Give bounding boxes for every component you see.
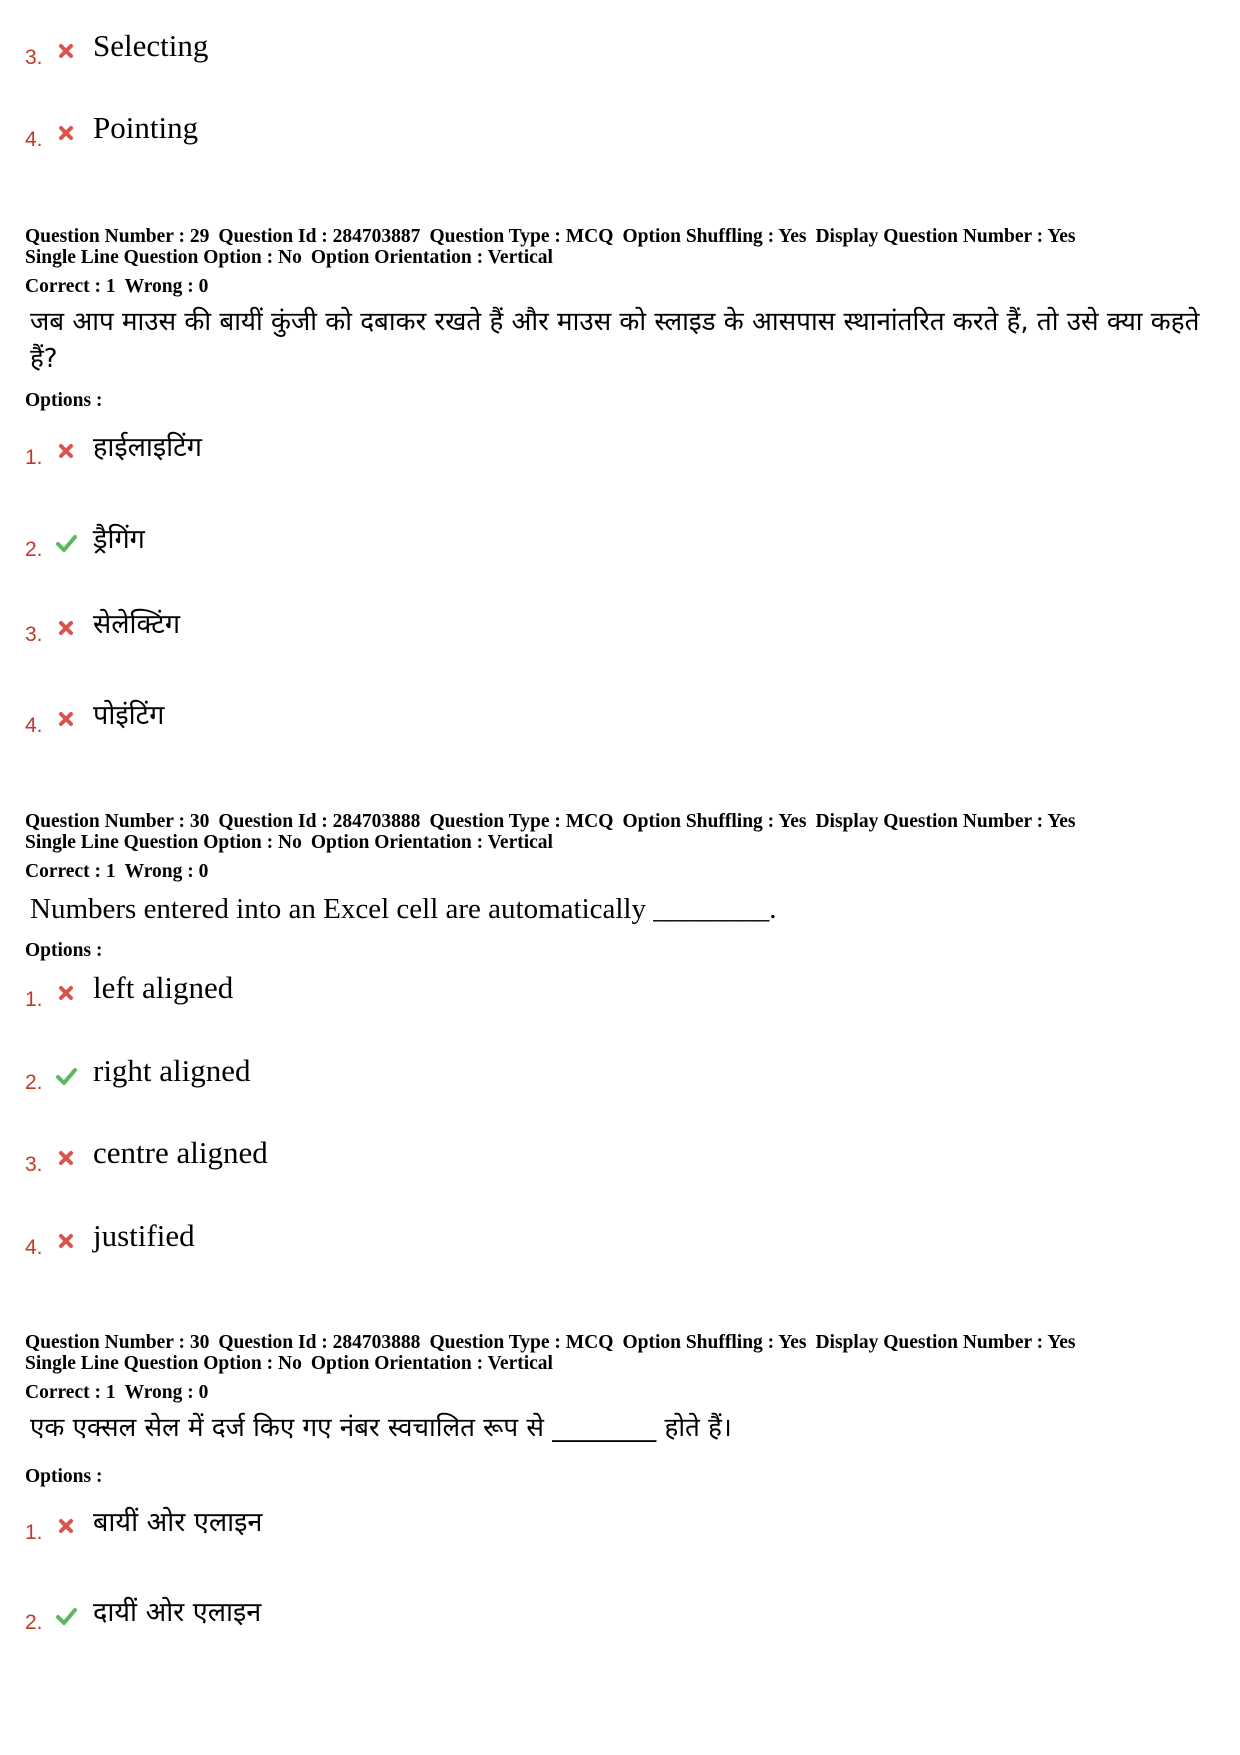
option-number: 1.: [25, 446, 43, 469]
meta-field: Question Type : MCQ: [429, 226, 614, 247]
option-row: [25, 1053, 725, 1103]
question-marks: [25, 1382, 217, 1403]
correct-marks: Correct : 1: [25, 276, 116, 297]
meta-field: Question Number : 30: [25, 811, 210, 832]
option-text: left aligned: [93, 970, 234, 1005]
meta-field: Question Type : MCQ: [429, 1332, 614, 1353]
wrong-cross-icon: [55, 708, 77, 730]
meta-field: Single Line Question Option : No: [25, 1353, 302, 1374]
meta-field: Option Orientation : Vertical: [310, 1353, 553, 1374]
wrong-marks: Wrong : 0: [124, 861, 209, 882]
wrong-cross-icon: [55, 440, 77, 462]
meta-field: Option Shuffling : Yes: [622, 1332, 807, 1353]
option-row: [25, 1503, 725, 1553]
option-row: [25, 696, 725, 746]
meta-field: Display Question Number : Yes: [815, 226, 1076, 247]
question-meta-line-2: [25, 1353, 562, 1374]
meta-field: Option Shuffling : Yes: [622, 811, 807, 832]
correct-check-icon: [55, 1065, 77, 1087]
question-meta-line-2: [25, 247, 562, 268]
wrong-cross-icon: [55, 1230, 77, 1252]
question-meta-line-1: [25, 811, 1085, 832]
option-text: ड्रैगिंग: [93, 524, 145, 555]
question-meta-line-1: [25, 1332, 1085, 1353]
option-row: [25, 1593, 725, 1643]
wrong-cross-icon: [55, 617, 77, 639]
meta-field: Single Line Question Option : No: [25, 247, 302, 268]
option-number: 4.: [25, 1236, 43, 1259]
question-text: Numbers entered into an Excel cell are automatically ________.: [30, 893, 777, 925]
question-meta-line-2: [25, 832, 562, 853]
question-text: जब आप माउस की बायीं कुंजी को दबाकर रखते हैं और माउस को स्लाइड के आसपास स्थानांतरित करते हैं, तो उसे क्या कहते हैं?: [30, 307, 1200, 374]
option-row: [25, 1135, 725, 1185]
question-marks: [25, 861, 217, 882]
wrong-cross-icon: [55, 982, 77, 1004]
option-row: [25, 1218, 725, 1268]
options-label: Options :: [25, 390, 103, 411]
correct-marks: Correct : 1: [25, 861, 116, 882]
option-row: [25, 28, 725, 78]
meta-field: Question Id : 284703888: [218, 1332, 421, 1353]
option-text: right aligned: [93, 1053, 251, 1088]
question-meta-line-1: [25, 226, 1085, 247]
options-label: Options :: [25, 940, 103, 961]
option-number: 1.: [25, 1521, 43, 1544]
meta-field: Option Shuffling : Yes: [622, 226, 807, 247]
correct-marks: Correct : 1: [25, 1382, 116, 1403]
option-number: 4.: [25, 128, 43, 151]
options-label: Options :: [25, 1466, 103, 1487]
wrong-marks: Wrong : 0: [124, 1382, 209, 1403]
wrong-cross-icon: [55, 40, 77, 62]
meta-field: Question Id : 284703888: [218, 811, 421, 832]
correct-check-icon: [55, 532, 77, 554]
option-text: बायीं ओर एलाइन: [93, 1507, 263, 1538]
meta-field: Option Orientation : Vertical: [310, 832, 553, 853]
option-row: [25, 428, 725, 478]
option-number: 3.: [25, 623, 43, 646]
option-text: दायीं ओर एलाइन: [93, 1597, 262, 1628]
correct-check-icon: [55, 1605, 77, 1627]
wrong-cross-icon: [55, 1515, 77, 1537]
meta-field: Display Question Number : Yes: [815, 811, 1076, 832]
meta-field: Option Orientation : Vertical: [310, 247, 553, 268]
wrong-cross-icon: [55, 122, 77, 144]
option-text: पोइंटिंग: [93, 700, 165, 731]
option-number: 2.: [25, 1611, 43, 1634]
meta-field: Question Number : 30: [25, 1332, 210, 1353]
meta-field: Display Question Number : Yes: [815, 1332, 1076, 1353]
meta-field: Question Type : MCQ: [429, 811, 614, 832]
option-number: 1.: [25, 988, 43, 1011]
option-text: centre aligned: [93, 1135, 268, 1170]
meta-field: Question Number : 29: [25, 226, 210, 247]
option-text: सेलेक्टिंग: [93, 609, 181, 640]
meta-field: Question Id : 284703887: [218, 226, 421, 247]
option-text: justified: [93, 1218, 195, 1253]
option-row: [25, 520, 725, 570]
wrong-cross-icon: [55, 1147, 77, 1169]
meta-field: Single Line Question Option : No: [25, 832, 302, 853]
question-marks: [25, 276, 217, 297]
option-number: 2.: [25, 1071, 43, 1094]
option-number: 3.: [25, 1153, 43, 1176]
option-row: [25, 970, 725, 1020]
option-number: 3.: [25, 46, 43, 69]
option-row: [25, 605, 725, 655]
wrong-marks: Wrong : 0: [124, 276, 209, 297]
option-text: Pointing: [93, 110, 199, 145]
option-text: हाईलाइटिंग: [93, 432, 202, 463]
option-text: Selecting: [93, 28, 209, 63]
option-number: 2.: [25, 538, 43, 561]
question-text: एक एक्सल सेल में दर्ज किए गए नंबर स्वचालित रूप से ________ होते हैं।: [30, 1413, 732, 1443]
option-row: [25, 110, 725, 160]
option-number: 4.: [25, 714, 43, 737]
